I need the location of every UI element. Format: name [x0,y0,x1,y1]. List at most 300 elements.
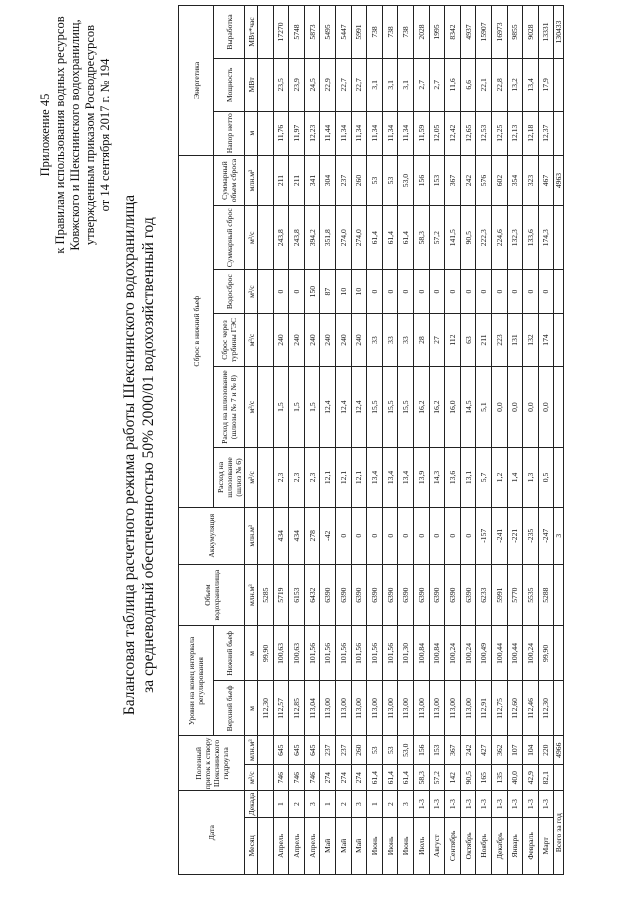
table-cell: 240 [320,314,336,367]
table-cell: 5495 [320,6,336,59]
table-cell: 738 [398,6,414,59]
table-cell: 58,3 [413,765,429,791]
table-cell: 100,24 [523,626,539,681]
table-cell [554,111,564,155]
table-cell: 240 [335,314,351,367]
table-cell: 274,0 [351,206,367,270]
table-cell: 13,4 [382,448,398,507]
table-cell: 14,3 [429,448,445,507]
table-cell: 323 [523,155,539,206]
header-lower-pool: Нижний бьеф [214,626,245,681]
decade-cell: 1-3 [523,791,539,817]
table-cell: 1,5 [304,366,320,447]
table-cell [258,366,274,447]
table-cell [554,314,564,367]
unit-cell: м [245,626,258,681]
table-cell: 15,5 [398,366,414,447]
table-cell: 63 [460,314,476,367]
table-cell: 211 [476,314,492,367]
table-cell: 274 [335,765,351,791]
table-cell [258,155,274,206]
table-cell: 0 [445,507,461,564]
month-cell: Март [538,817,554,874]
header-accumulation: Аккумуляция [179,507,245,564]
table-cell: 133,6 [523,206,539,270]
table-cell: 0 [445,270,461,314]
table-cell: 0 [429,507,445,564]
table-cell: 223 [491,314,507,367]
table-cell: 5770 [507,564,523,626]
table-cell: 90,5 [460,206,476,270]
table-cell: 113,00 [367,681,383,736]
table-cell: 6,6 [460,58,476,111]
table-cell: 16,2 [429,366,445,447]
appendix-line: утвержденным приказом Росводресурсов [83,24,97,246]
table-cell: 274 [351,765,367,791]
unit-cell: МВт [245,58,258,111]
table-row [507,6,523,875]
table-cell: 16973 [491,6,507,59]
table-cell: 13331 [538,6,554,59]
table-cell: 113,00 [351,681,367,736]
table-cell: 6390 [335,564,351,626]
table-cell: 746 [289,765,305,791]
table-cell: 2,3 [273,448,289,507]
total-accumulation: 3 [554,507,564,564]
title-line: за средневодный обеспеченностью 50% 2000/01 водохозяйственный год [140,217,157,693]
unit-cell: млн.м³ [245,564,258,626]
table-cell: 434 [289,507,305,564]
table-cell: 22,7 [335,58,351,111]
table-cell: 165 [476,765,492,791]
table-cell: 15,5 [382,366,398,447]
table-cell: 5288 [538,564,554,626]
table-cell: 0 [460,507,476,564]
table-cell: 602 [491,155,507,206]
header-total-volume: Суммарный объем сброса [214,155,245,206]
table-cell: 0 [367,507,383,564]
table-cell: 9855 [507,6,523,59]
table-cell: 2028 [413,6,429,59]
month-cell: Апрель [289,817,305,874]
header-inflow: Полезный приток к створу Шекснинского гидроузла [179,736,245,791]
table-cell: 367 [445,155,461,206]
table-cell [258,206,274,270]
table-cell: 113,00 [335,681,351,736]
table-cell [258,270,274,314]
table-cell: -241 [491,507,507,564]
table-cell: 14,5 [460,366,476,447]
total-row [554,6,564,875]
table-cell: 90,5 [460,765,476,791]
table-cell: 6233 [476,564,492,626]
decade-cell: 2 [335,791,351,817]
table-cell: 12,4 [351,366,367,447]
table-row [320,6,336,875]
table-cell: 0 [413,507,429,564]
decade-cell: 1-3 [445,791,461,817]
table-cell: -42 [320,507,336,564]
decade-cell: 1-3 [507,791,523,817]
table-cell: 1,5 [289,366,305,447]
table-row [367,6,383,875]
table-cell: 12,65 [460,111,476,155]
table-cell: 394,2 [304,206,320,270]
document-title [120,135,158,775]
table-cell: 434 [273,507,289,564]
table-cell: 112,46 [523,681,539,736]
table-cell: 11,76 [273,111,289,155]
header-turbine: Сброс через турбины ГЭС [214,314,245,367]
month-cell: Апрель [273,817,289,874]
table-body [258,6,554,875]
table-cell: 222,3 [476,206,492,270]
table-cell: 6390 [413,564,429,626]
table-cell: 112,91 [476,681,492,736]
table-cell: 61,4 [382,765,398,791]
table-cell: 33 [398,314,414,367]
month-cell: Апрель [304,817,320,874]
table-cell: 131 [507,314,523,367]
table-cell: 1995 [429,6,445,59]
header-total-discharge: Суммарный сброс [214,206,245,270]
table-cell: 304 [320,155,336,206]
table-cell: -221 [507,507,523,564]
table-cell: 112,60 [507,681,523,736]
table-cell: 101,56 [304,626,320,681]
table-row [538,6,554,875]
table-cell: 12,25 [491,111,507,155]
table-cell [554,448,564,507]
decade-cell: 1-3 [476,791,492,817]
table-cell: 3,1 [398,58,414,111]
header-upper-pool: Верхний бьеф [214,681,245,736]
table-row [476,6,492,875]
table-cell: 42,9 [523,765,539,791]
header-energy: Энергетика [179,6,214,156]
table-cell: 12,05 [429,111,445,155]
table-cell: 0 [523,270,539,314]
table-cell: 11,34 [382,111,398,155]
month-cell: Ноябрь [476,817,492,874]
table-cell: 0 [273,270,289,314]
table-cell: 341 [304,155,320,206]
table-cell: 13,6 [445,448,461,507]
table-cell: 351,8 [320,206,336,270]
table-cell: 153 [429,736,445,765]
table-cell: 100,63 [289,626,305,681]
table-cell: 0,0 [538,366,554,447]
table-cell [258,58,274,111]
decade-cell [258,791,274,817]
table-cell: 100,24 [445,626,461,681]
table-cell: 738 [367,6,383,59]
table-cell [554,270,564,314]
table-cell: 6390 [320,564,336,626]
table-cell: 61,4 [367,206,383,270]
table-cell [554,765,564,791]
table-row [429,6,445,875]
table-cell: 5719 [273,564,289,626]
table-cell [554,206,564,270]
table-cell: 87 [320,270,336,314]
table-cell [554,58,564,111]
table-cell: 3,1 [367,58,383,111]
table-cell: 23,9 [289,58,305,111]
table-cell: 24,5 [304,58,320,111]
table-cell: 0 [289,270,305,314]
month-cell: Май [335,817,351,874]
table-cell: 11,34 [335,111,351,155]
month-cell: Июль [413,817,429,874]
month-cell: Июнь [398,817,414,874]
unit-cell: млн.м³ [245,507,258,564]
table-cell: 12,4 [335,366,351,447]
table-cell: 10 [351,270,367,314]
table-cell: 240 [273,314,289,367]
table-cell: 5447 [335,6,351,59]
table-cell: 58,3 [413,206,429,270]
table-cell: 6390 [382,564,398,626]
table-cell: 6153 [289,564,305,626]
decade-cell: 1-3 [429,791,445,817]
table-cell: 100,44 [491,626,507,681]
table-cell: 113,00 [460,681,476,736]
header-levels: Уровни на конец интервала регулирования [179,626,214,736]
header-discharge: Сброс в нижний бьеф [179,155,214,507]
table-cell: 113,04 [304,681,320,736]
decade-cell: 1-3 [413,791,429,817]
table-cell: 0 [398,507,414,564]
table-cell: 6390 [367,564,383,626]
table-cell: 113,00 [382,681,398,736]
table-cell: 1,3 [523,448,539,507]
table-cell: 113,00 [320,681,336,736]
month-cell: Май [351,817,367,874]
table-row [460,6,476,875]
table-cell: 237 [320,736,336,765]
table-cell: 5,1 [476,366,492,447]
table-cell: 0 [491,270,507,314]
table-cell: 8342 [445,6,461,59]
table-cell: 427 [476,736,492,765]
table-cell: 6390 [398,564,414,626]
table-cell: 12,23 [304,111,320,155]
unit-cell: м³/с [245,270,258,314]
table-cell [258,765,274,791]
table-cell: 224,6 [491,206,507,270]
table-cell: 53 [367,155,383,206]
table-cell: 22,8 [491,58,507,111]
table-cell: 0 [413,270,429,314]
table-cell: 5873 [304,6,320,59]
table-cell: 260 [351,736,367,765]
table-cell: 10 [335,270,351,314]
decade-cell: 1 [367,791,383,817]
table-cell: 11,6 [445,58,461,111]
table-cell: 237 [335,736,351,765]
table-cell: 12,37 [538,111,554,155]
table-cell: 12,1 [320,448,336,507]
table-row [523,6,539,875]
table-cell: 112 [445,314,461,367]
month-cell: Май [320,817,336,874]
table-cell: 0 [351,507,367,564]
table-cell: 240 [304,314,320,367]
table-cell: 0 [335,507,351,564]
table-cell: 240 [289,314,305,367]
table-cell: 645 [273,736,289,765]
decade-cell: 1 [320,791,336,817]
table-cell: 15907 [476,6,492,59]
table-cell: 101,56 [351,626,367,681]
table-cell: 0 [382,270,398,314]
table-cell: 11,34 [367,111,383,155]
table-cell: 13,4 [523,58,539,111]
table-row [491,6,507,875]
table-cell: 2,7 [413,58,429,111]
table-cell: 141,5 [445,206,461,270]
header-volume: Объем водохранилища [179,564,245,626]
table-cell: 101,56 [367,626,383,681]
decade-cell: 1-3 [491,791,507,817]
table-cell: 5285 [258,564,274,626]
table-cell: 27 [429,314,445,367]
table-cell: 100,84 [413,626,429,681]
table-cell: 467 [538,155,554,206]
table-cell: 0 [398,270,414,314]
unit-cell: м³/с [245,366,258,447]
table-row [273,6,289,875]
table-cell: 362 [491,736,507,765]
table-cell: 274 [320,765,336,791]
table-cell: 243,8 [289,206,305,270]
decade-cell: 1-3 [538,791,554,817]
table-cell: 237 [335,155,351,206]
table-cell: 6390 [445,564,461,626]
table-cell: 11,34 [351,111,367,155]
table-cell: 5991 [491,564,507,626]
table-cell: 112,57 [273,681,289,736]
unit-cell: м³/с [245,765,258,791]
table-cell: 12,13 [507,111,523,155]
table-cell: 242 [460,736,476,765]
table-cell: 0 [429,270,445,314]
table-cell: 2,3 [304,448,320,507]
table-cell: 5748 [289,6,305,59]
table-cell: 0 [382,507,398,564]
table-cell: 99,90 [538,626,554,681]
table-cell: 61,4 [367,765,383,791]
unit-cell: м³/с [245,206,258,270]
table-cell: 5,7 [476,448,492,507]
decade-cell: 3 [398,791,414,817]
table-cell: 0 [507,270,523,314]
table-cell: 101,56 [335,626,351,681]
table-cell: 22,1 [476,58,492,111]
table-cell: 11,97 [289,111,305,155]
month-cell: Сентябрь [445,817,461,874]
header-month: Месяц [245,817,258,874]
table-cell: 211 [273,155,289,206]
table-cell: 135 [491,765,507,791]
table-cell: 17270 [273,6,289,59]
header-head: Напор нетто [214,111,245,155]
unit-cell: м³/с [245,448,258,507]
table-cell: 0 [367,270,383,314]
table-cell: 28 [413,314,429,367]
table-cell: 5535 [523,564,539,626]
table-cell: 174,3 [538,206,554,270]
table-cell: 100,24 [460,626,476,681]
table-cell: 12,18 [523,111,539,155]
table-cell: 112,30 [538,681,554,736]
table-cell [258,111,274,155]
table-cell: 16,0 [445,366,461,447]
table-cell: 0,0 [507,366,523,447]
header-spillway: Водосброс [214,270,245,314]
table-cell: 113,00 [413,681,429,736]
table-cell: 16,2 [413,366,429,447]
table-cell: 2,3 [289,448,305,507]
decade-cell: 3 [351,791,367,817]
table-cell: 1,2 [491,448,507,507]
appendix-line: Ковжского и Шекснинского водохранилищ, [68,19,82,251]
unit-cell: МВт*час [245,6,258,59]
table-cell: 13,2 [507,58,523,111]
table-cell: 53,0 [398,736,414,765]
table-row [382,6,398,875]
table-cell: 12,4 [320,366,336,447]
appendix-line: от 14 сентября 2017 г. № 194 [98,58,112,212]
table-cell: 101,56 [320,626,336,681]
table-cell: 0,0 [491,366,507,447]
table-cell: 112,75 [491,681,507,736]
header-power: Мощность [214,58,245,111]
table-cell: 17,9 [538,58,554,111]
table-cell: 1,5 [273,366,289,447]
appendix-line: к Правилам использования водных ресурсов [53,16,67,254]
table-cell: 3,1 [382,58,398,111]
table-cell: 0 [538,270,554,314]
table-cell: 101,56 [382,626,398,681]
table-cell [258,448,274,507]
table-cell: 354 [507,155,523,206]
table-cell: 13,1 [460,448,476,507]
table-row [445,6,461,875]
table-cell: 82,1 [538,765,554,791]
table-cell: 61,4 [398,206,414,270]
table-cell: 99,90 [258,626,274,681]
table-cell: 12,42 [445,111,461,155]
table-cell: 53 [382,155,398,206]
table-row [413,6,429,875]
table-cell: 100,84 [429,626,445,681]
table-cell: 0,5 [538,448,554,507]
table-cell [258,6,274,59]
table-cell: 0 [476,270,492,314]
table-cell: -157 [476,507,492,564]
unit-cell: м³/с [245,314,258,367]
appendix-line: Приложение 45 [38,93,52,177]
total-discharge-volume: 4963 [554,155,564,206]
table-cell: 274,0 [335,206,351,270]
table-cell [258,507,274,564]
table-cell: 132 [523,314,539,367]
table-cell: 61,4 [398,765,414,791]
table-cell [258,314,274,367]
table-cell: 156 [413,155,429,206]
